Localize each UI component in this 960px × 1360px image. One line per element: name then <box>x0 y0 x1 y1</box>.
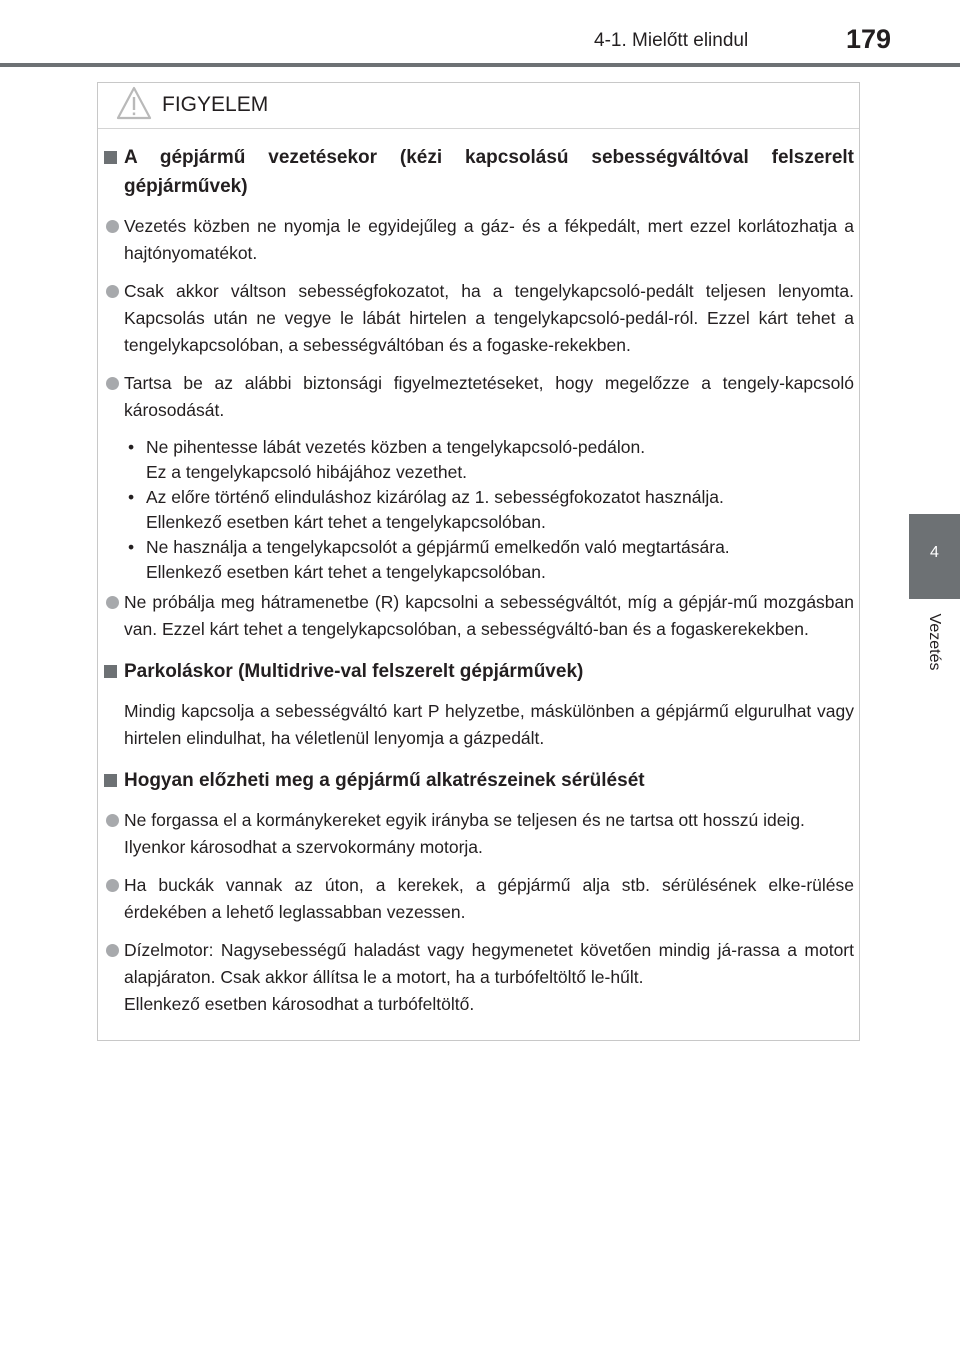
circle-bullet-icon <box>106 814 119 827</box>
chapter-tab[interactable] <box>909 514 960 599</box>
dot-bullet-icon: • <box>128 437 135 457</box>
circle-bullet-icon <box>106 944 119 957</box>
warning-header <box>98 83 859 129</box>
square-bullet-icon <box>104 151 117 164</box>
dot-bullet-icon: • <box>128 487 135 507</box>
page-number: 179 <box>846 24 892 54</box>
chapter-label: Vezetés <box>926 613 943 671</box>
square-bullet-icon <box>104 774 117 787</box>
chapter-tab-number: 4 <box>930 544 939 561</box>
sub-list-item: • Ne pihentesse lábát vezetés közben a tengelykapcsoló-pedálon. Ez a tengelykapcsoló hibájához vezethet. <box>128 437 646 482</box>
warning-content <box>104 143 854 1029</box>
warning-box <box>97 82 860 1041</box>
list-item: Tartsa be az alábbi biztonsági figyelmeztetéseket, hogy megelőzze a tengely-kapcsoló károsodását. <box>104 370 854 424</box>
list-item: Vezetés közben ne nyomja le egyidejűleg a gáz- és a fékpedált, mert ezzel korlátozhatja a hajtónyomatékot. <box>104 213 854 267</box>
circle-bullet-icon <box>106 220 119 233</box>
header-section-title: 4-1. Mielőtt elindul <box>594 30 749 51</box>
circle-bullet-icon <box>106 879 119 892</box>
circle-bullet-icon <box>106 377 119 390</box>
sub-list-item: • Az előre történő elinduláshoz kizárólag az 1. sebességfokozatot használja. Ellenkező esetben kárt tehet a tengelykapcsolóban. <box>128 487 724 532</box>
square-bullet-icon <box>104 665 117 678</box>
list-item: Ne próbálja meg hátramenetbe (R) kapcsolni a sebességváltót, míg a gépjár-mű mozgásban van. Ezzel kárt tehet a tengelykapcsolóban, a sebességváltó-ban és a fogaskerekekben. <box>104 589 854 643</box>
list-item: Ha buckák vannak az úton, a kerekek, a gépjármű alja stb. sérülésének elke-rülése érdekében a lehető leglassabban vezessen. <box>104 872 854 926</box>
circle-bullet-icon <box>106 285 119 298</box>
chapter-label-wrap <box>909 600 960 684</box>
section-heading-component-damage: Hogyan előzheti meg a gépjármű alkatrészeinek sérülését <box>104 766 854 795</box>
warning-triangle-icon <box>116 86 152 120</box>
list-item: Csak akkor váltson sebességfokozatot, ha a tengelykapcsoló-pedált teljesen lenyomta. Kapcsolás után ne vegye le lábát hirtelen a tengelykapcsoló-pedál-ról. Ezzel kárt tehet a tengelykapcsolóban, a sebességváltóban és a fogaske-rekekben. <box>104 278 854 359</box>
parking-paragraph: Mindig kapcsolja a sebességváltó kart P helyzetbe, máskülönben a gépjármű elgurulhat vagy hirtelen elindulhat, ha véletlenül lenyomja a gázpedált. <box>124 701 854 748</box>
clutch-precautions-list <box>104 435 854 585</box>
warning-title: FIGYELEM <box>162 93 269 116</box>
list-item: Ne forgassa el a kormánykereket egyik irányba se teljesen és ne tartsa ott hosszú ideig. Ilyenkor károsodhat a szervokormány motorja. <box>104 807 854 861</box>
circle-bullet-icon <box>106 596 119 609</box>
section-heading-parking: Parkoláskor (Multidrive-val felszerelt gépjárművek) <box>104 657 854 686</box>
header-rule <box>0 63 960 67</box>
section-heading-manual-transmission: A gépjármű vezetésekor (kézi kapcsolású sebességváltóval felszerelt gépjárművek) <box>104 143 854 201</box>
sub-list-item: • Ne használja a tengelykapcsolót a gépjármű emelkedőn való megtartására. Ellenkező esetben kárt tehet a tengelykapcsolóban. <box>128 537 730 582</box>
dot-bullet-icon: • <box>128 537 135 557</box>
list-item: Dízelmotor: Nagysebességű haladást vagy hegymenetet követően mindig já-rassa a motort alapjáraton. Csak akkor állítsa le a motort, ha a turbófeltöltő le-hűlt. Ellenkező esetben károsodhat a turbófeltöltő. <box>104 937 854 1018</box>
